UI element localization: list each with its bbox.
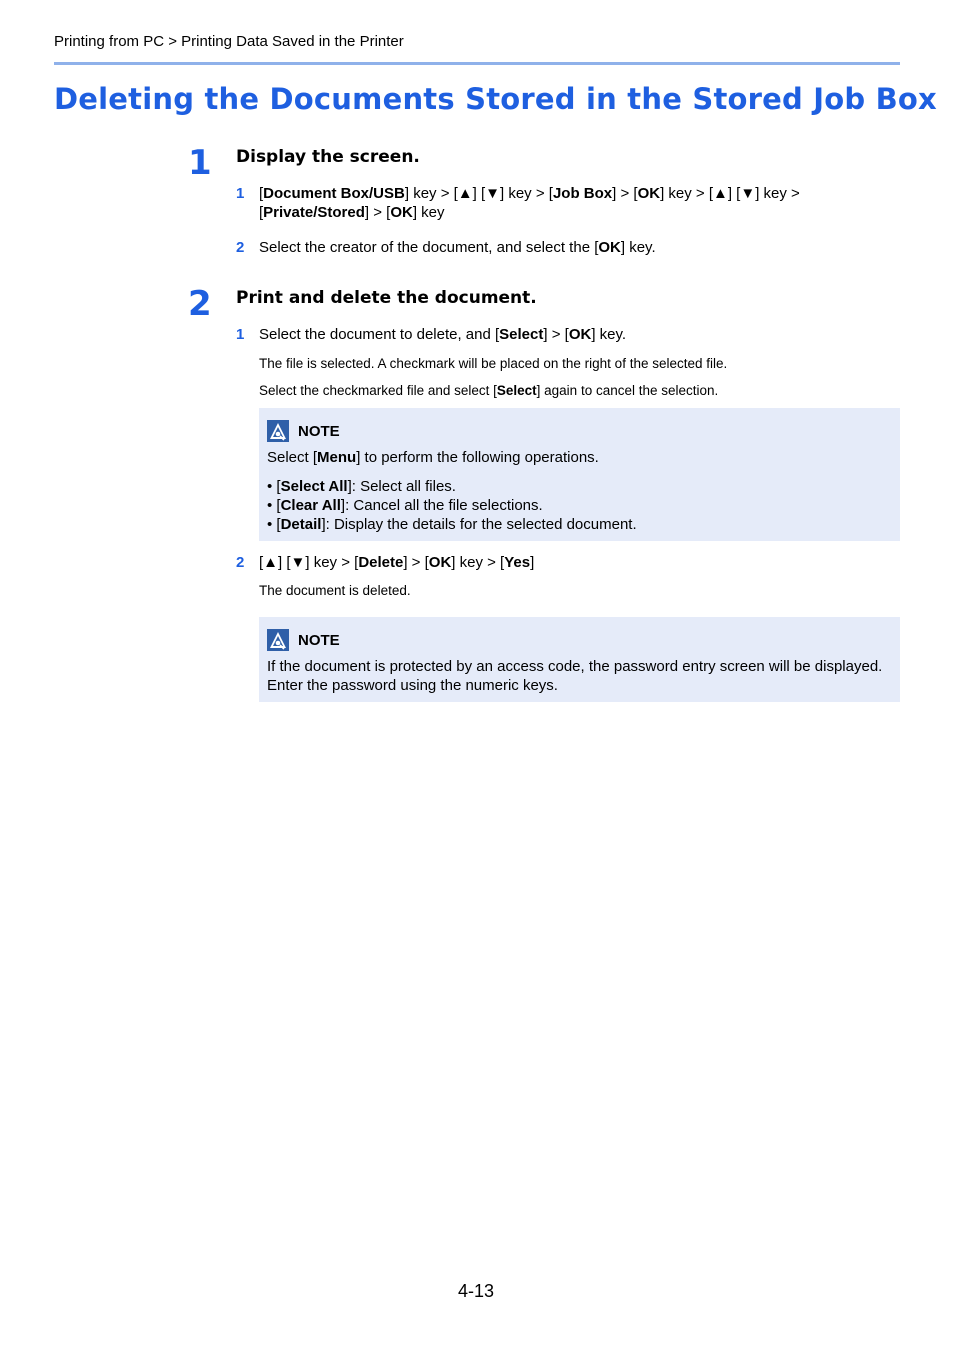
- note-icon: [267, 420, 289, 442]
- key-name: Select: [496, 383, 537, 398]
- key-name: OK: [637, 185, 661, 202]
- substep-number: 2: [236, 239, 245, 256]
- substep: [236, 553, 856, 572]
- note-box: [259, 617, 900, 702]
- key-name: OK: [428, 554, 452, 571]
- substep-text: [Document Box/USB] key > [▲] [▼] key > [Job Box] > [OK] key > [▲] [▼] key > [Private/Stored] > [OK] key: [259, 185, 800, 221]
- step-number: 2: [188, 284, 212, 324]
- substep-explanation: The document is deleted.: [259, 583, 411, 598]
- note-label: NOTE: [298, 422, 340, 440]
- note-list-item: • [Clear All]: Cancel all the file selections.: [267, 497, 543, 514]
- header-rule: [54, 62, 900, 65]
- substep-text: Select the creator of the document, and select the [OK] key.: [259, 239, 656, 256]
- key-name: Clear All: [280, 497, 341, 514]
- substep: [236, 325, 856, 344]
- page-number: 4-13: [458, 1281, 495, 1301]
- substep-number: 1: [236, 185, 245, 202]
- key-name: Document Box/USB: [263, 185, 405, 202]
- step-heading: Display the screen.: [236, 147, 420, 167]
- note-box: [259, 408, 900, 541]
- step-number: 1: [188, 143, 212, 183]
- key-name: Private/Stored: [263, 204, 365, 221]
- substep-number: 2: [236, 554, 245, 571]
- breadcrumb: Printing from PC > Printing Data Saved in the Printer: [54, 33, 404, 50]
- substep-number: 1: [236, 326, 245, 343]
- substep-explanation: The file is selected. A checkmark will be placed on the right of the selected file.: [259, 356, 728, 371]
- key-name: OK: [390, 204, 413, 221]
- note-intro: Select [Menu] to perform the following operations.: [267, 449, 599, 466]
- key-name: Delete: [358, 554, 404, 571]
- key-name: Detail: [280, 516, 322, 533]
- key-name: Select All: [280, 478, 348, 495]
- substep-explanation: Select the checkmarked file and select [Select] again to cancel the selection.: [259, 383, 719, 398]
- substep: [236, 238, 856, 257]
- key-name: Job Box: [552, 185, 613, 202]
- note-text: If the document is protected by an access code, the password entry screen will be displayed. Enter the password using the numeric keys.: [267, 658, 883, 694]
- key-name: OK: [598, 239, 621, 256]
- note-list-item: • [Detail]: Display the details for the selected document.: [267, 516, 637, 533]
- substep-text: [▲] [▼] key > [Delete] > [OK] key > [Yes]: [259, 554, 535, 571]
- note-label: NOTE: [298, 631, 340, 649]
- note-list-item: • [Select All]: Select all files.: [267, 478, 456, 495]
- substep: [236, 184, 856, 222]
- page-title: Deleting the Documents Stored in the Stored Job Box: [54, 82, 937, 116]
- substep-text: Select the document to delete, and [Select] > [OK] key.: [259, 326, 627, 343]
- note-icon: [267, 629, 289, 651]
- key-name: Yes: [504, 554, 531, 571]
- key-name: OK: [568, 326, 592, 343]
- key-name: Menu: [317, 449, 357, 466]
- step-heading: Print and delete the document.: [236, 288, 537, 308]
- key-name: Select: [499, 326, 544, 343]
